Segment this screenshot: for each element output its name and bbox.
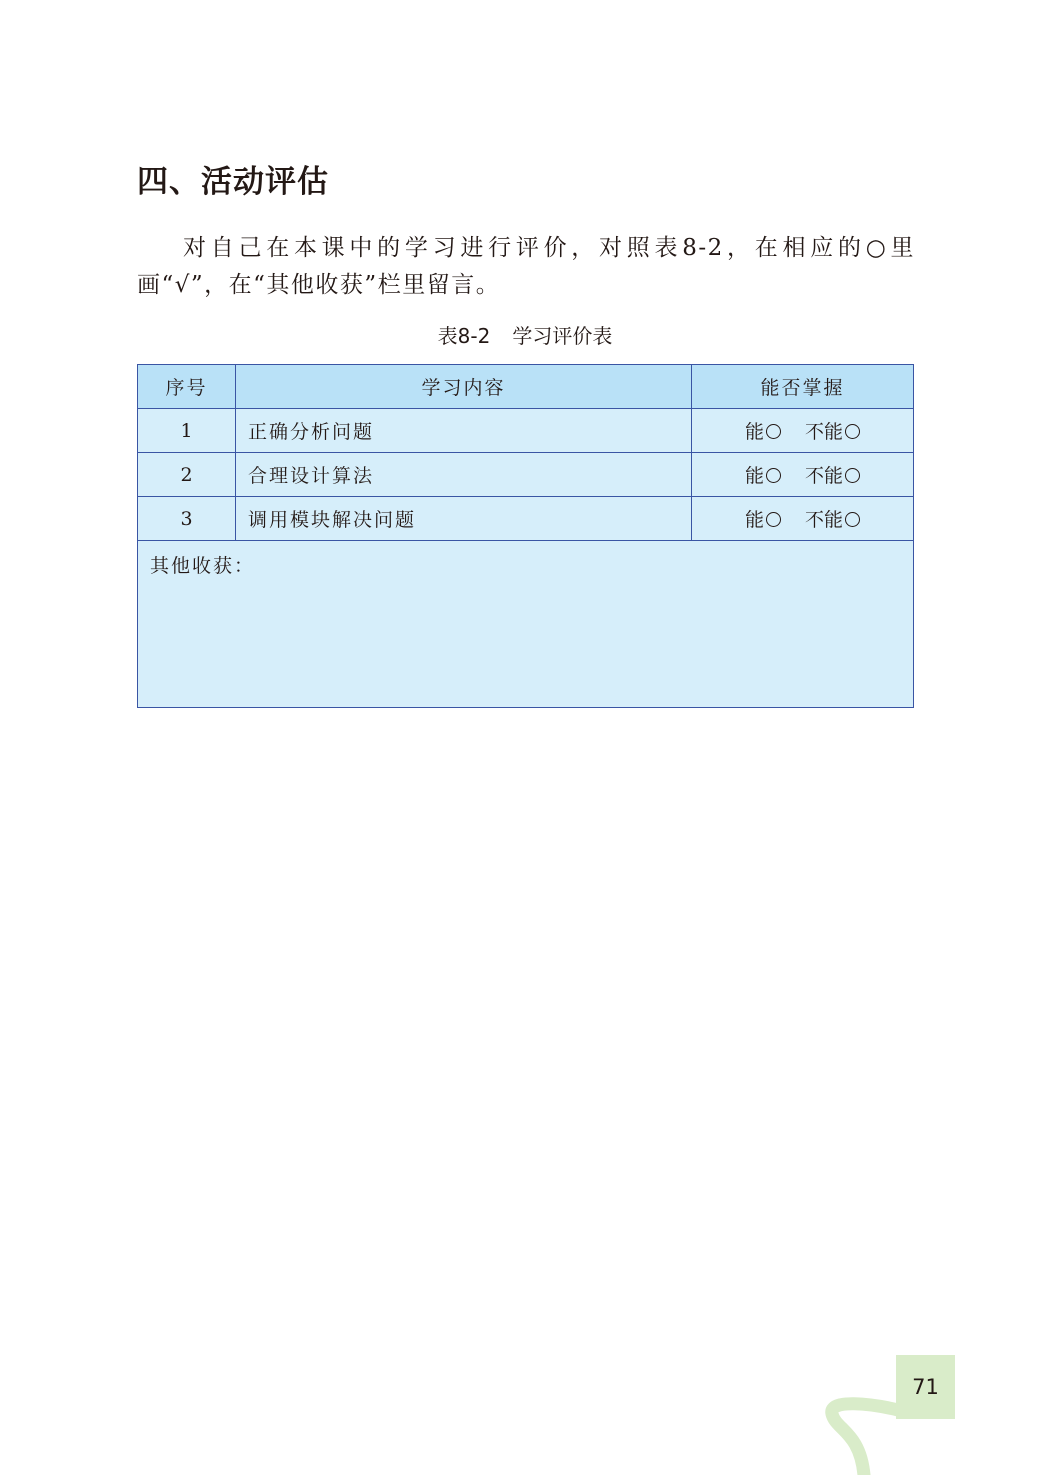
header-mastery: 能否掌握 — [692, 365, 914, 409]
option-no[interactable] — [805, 417, 860, 444]
option-yes[interactable] — [745, 505, 781, 532]
option-yes-label: 能 — [744, 465, 764, 487]
option-yes[interactable] — [745, 461, 781, 488]
table-header-row — [138, 365, 914, 409]
circle-icon[interactable] — [845, 512, 860, 527]
other-gains-label: 其他收获： — [150, 555, 256, 577]
page-number-box — [896, 1355, 955, 1419]
circle-icon[interactable] — [845, 424, 860, 439]
evaluation-table — [137, 364, 914, 708]
option-no[interactable] — [805, 461, 860, 488]
row-num: 1 — [138, 409, 236, 453]
table-row — [138, 409, 914, 453]
table-row — [138, 497, 914, 541]
intro-paragraph: 对自己在本课中的学习进行评价，对照表8-2，在相应的○里画“√”，在“其他收获”栏里留言。 — [137, 235, 915, 298]
header-num: 序号 — [138, 365, 236, 409]
other-gains-cell[interactable] — [138, 541, 914, 708]
circle-icon[interactable] — [845, 468, 860, 483]
circle-icon[interactable] — [766, 512, 781, 527]
section-title: 四、活动评估 — [137, 164, 329, 200]
row-mastery — [692, 497, 914, 541]
row-mastery — [692, 409, 914, 453]
option-yes[interactable] — [745, 417, 781, 444]
circle-icon[interactable] — [766, 468, 781, 483]
table-caption — [137, 322, 913, 350]
page-number: 71 — [912, 1375, 939, 1399]
option-no[interactable] — [805, 505, 860, 532]
header-content: 学习内容 — [236, 365, 692, 409]
row-num: 2 — [138, 453, 236, 497]
option-no-label: 不能 — [805, 465, 844, 487]
table-row — [138, 453, 914, 497]
table-caption-number: 表8-2 — [437, 324, 491, 348]
page-decoration-curve — [818, 1380, 908, 1475]
option-yes-label: 能 — [744, 421, 764, 443]
row-content: 调用模块解决问题 — [236, 497, 692, 541]
row-content: 合理设计算法 — [236, 453, 692, 497]
other-gains-row — [138, 541, 914, 708]
table-caption-title: 学习评价表 — [512, 324, 613, 348]
row-num: 3 — [138, 497, 236, 541]
circle-icon[interactable] — [766, 424, 781, 439]
option-yes-label: 能 — [744, 509, 764, 531]
option-no-label: 不能 — [805, 421, 844, 443]
row-content: 正确分析问题 — [236, 409, 692, 453]
option-no-label: 不能 — [805, 509, 844, 531]
row-mastery — [692, 453, 914, 497]
